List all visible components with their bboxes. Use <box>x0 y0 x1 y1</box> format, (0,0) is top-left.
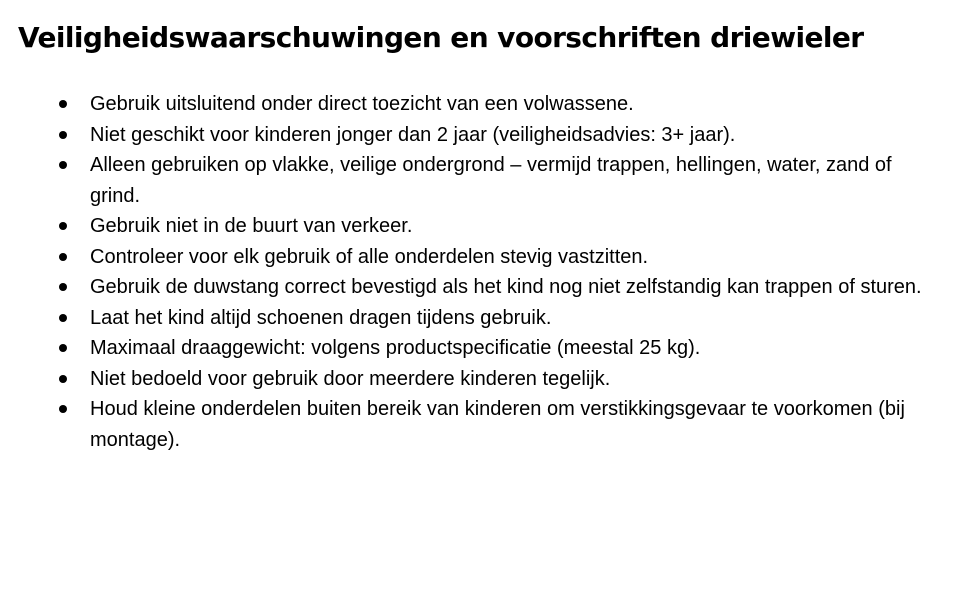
bullet-icon <box>56 394 70 425</box>
list-item <box>54 242 934 273</box>
list-item-text: Niet bedoeld voor gebruik door meerdere kinderen tegelijk. <box>90 367 611 390</box>
bullet-icon <box>56 333 70 364</box>
list-item <box>54 120 934 151</box>
list-item-text: Gebruik uitsluitend onder direct toezicht van een volwassene. <box>90 93 634 115</box>
list-item <box>54 89 934 120</box>
list-item <box>54 272 934 303</box>
bullet-icon <box>56 89 70 120</box>
list-item-text: Controleer voor elk gebruik of alle onderdelen stevig vastzitten. <box>90 245 649 268</box>
list-item-text: Niet geschikt voor kinderen jonger dan 2 jaar (veiligheidsadvies: 3+ jaar). <box>90 123 736 146</box>
bullet-icon <box>56 364 70 395</box>
page-title: Veiligheidswaarschuwingen en voorschriften driewieler <box>18 21 864 54</box>
list-item <box>54 150 934 211</box>
list-item-text: Maximaal draaggewicht: volgens productspecificatie (meestal 25 kg). <box>90 337 701 359</box>
bullet-icon <box>56 242 70 273</box>
safety-warnings-list <box>54 89 934 455</box>
list-item-text: Gebruik de duwstang correct bevestigd als het kind nog niet zelfstandig kan trappen of sturen. <box>90 276 922 298</box>
bullet-icon <box>56 272 70 303</box>
list-item <box>54 211 934 242</box>
bullet-icon <box>56 303 70 334</box>
list-item-text: Houd kleine onderdelen buiten bereik van kinderen om verstikkingsgevaar te voorkomen (bij montage). <box>90 398 905 451</box>
bullet-icon <box>56 211 70 242</box>
list-item-text: Gebruik niet in de buurt van verkeer. <box>90 215 413 237</box>
list-item <box>54 303 934 334</box>
bullet-icon <box>56 120 70 151</box>
list-item-text: Alleen gebruiken op vlakke, veilige ondergrond – vermijd trappen, hellingen, water, zand of grind. <box>90 154 892 207</box>
list-item <box>54 333 934 364</box>
list-item-text: Laat het kind altijd schoenen dragen tijdens gebruik. <box>90 306 552 329</box>
list-item <box>54 364 934 395</box>
bullet-icon <box>56 150 70 181</box>
list-item <box>54 394 934 455</box>
